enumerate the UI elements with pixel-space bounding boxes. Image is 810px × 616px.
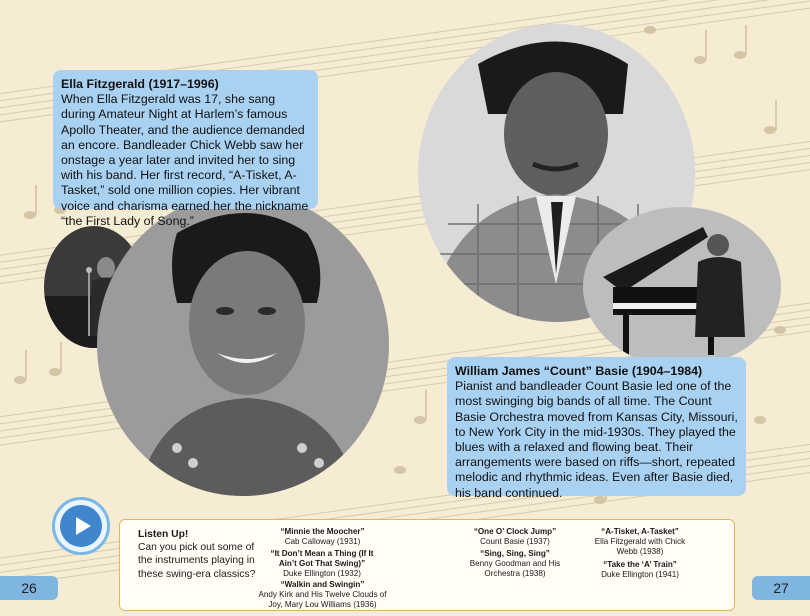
listen-up-title: Listen Up! — [138, 529, 189, 540]
page-number-left: 26 — [0, 576, 58, 600]
play-button[interactable] — [52, 497, 110, 555]
ella-caption-box — [53, 70, 318, 228]
song-item: “A-Tisket, A-Tasket” Ella Fitzgerald with Chick Webb (1938) — [594, 527, 686, 556]
basie-heading: William James “Count” Basie (1904–1984) — [455, 364, 703, 378]
song-item: “Minnie the Moocher” Cab Calloway (1931) — [280, 527, 365, 546]
play-icon — [60, 505, 102, 547]
basie-body: Pianist and bandleader Count Basie led one of the most swinging big bands of all time. The Count Basie Orchestra moved from Kansas City, Missouri, to New York City in the mid-1930s. They played the blues with a relaxed and flowing beat. Their arrangements were based on riffs—short, repeated melodic and rhythmic ideas. Even after Basie died, his band continued. — [455, 379, 738, 500]
ella-portrait-photo — [97, 193, 389, 496]
song-item: “Sing, Sing, Sing” Benny Goodman and His Orchestra (1938) — [469, 549, 561, 578]
ella-body: When Ella Fitzgerald was 17, she sang during Amateur Night at Harlem’s famous Apollo Theater, and the audience demanded an encore. Bandleader Chick Webb saw her onstage a year later and invited her to sing with his band. Her first record, “A-Tisket, A-Tasket,” sold one million copies. Her vibrant voice and charisma earned her the nickname “the First Lady of Song.” — [61, 92, 309, 228]
song-item: “One O’ Clock Jump” Count Basie (1937) — [473, 527, 557, 546]
song-item: “Walkin and Swingin” Andy Kirk and His Twelve Clouds of Joy, Mary Lou Williams (1936) — [258, 580, 387, 609]
basie-caption-box — [447, 357, 746, 500]
page-number-right: 27 — [752, 576, 810, 600]
song-item: “It Don’t Mean a Thing (If It Ain’t Got That Swing)” Duke Ellington (1932) — [270, 549, 374, 578]
song-item: “Take the ‘A’ Train” Duke Ellington (1941) — [601, 560, 679, 579]
ella-heading: Ella Fitzgerald (1917–1996) — [61, 77, 219, 91]
basie-piano-photo — [583, 207, 781, 367]
listen-up-prompt: Can you pick out some of the instruments playing in these swing-era classics? — [138, 542, 256, 580]
listen-up-text — [138, 528, 268, 581]
